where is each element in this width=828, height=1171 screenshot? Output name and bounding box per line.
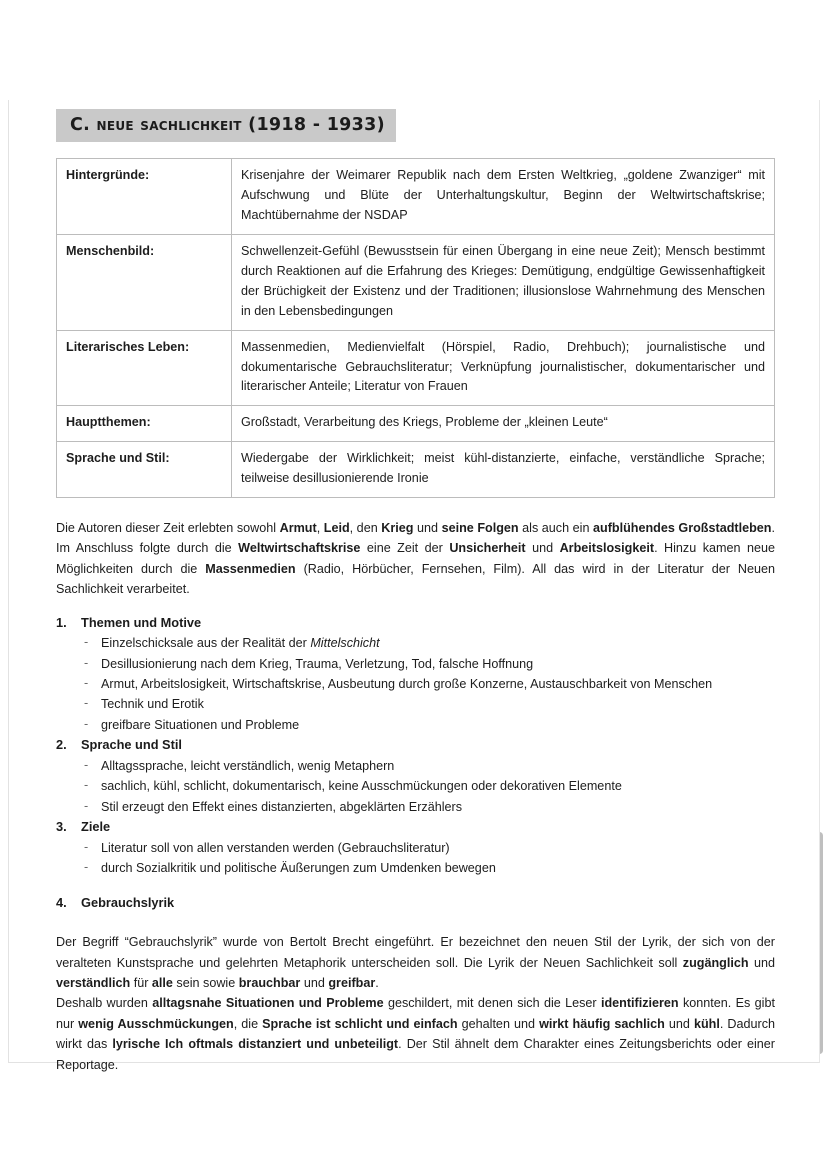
plain-text: geschildert, mit denen sich die Leser [383,996,601,1011]
section-bullet-list [56,633,775,735]
plain-text: Desillusionierung nach dem Krieg, Trauma, Verletzung, Tod, falsche Hoffnung [101,656,534,671]
bold-text: Massenmedien [205,561,296,576]
bold-text: wenig Ausschmückungen [78,1016,234,1031]
bold-text: Weltwirtschaftskrise [238,541,361,556]
plain-text: , den [349,520,382,535]
plain-text: . Der Stil ähnelt dem Charakter eines Zeitungsberichts oder einer Reportage. [56,1037,775,1072]
table-row-label: Sprache und Stil: [57,442,232,498]
dash-bullet-icon: - [84,635,89,650]
overview-table-body [57,159,775,498]
bold-text: aufblühendes Großstadtleben [593,520,772,535]
plain-text: Literatur soll von allen verstanden werden (Gebrauchsliteratur) [101,840,450,855]
plain-text: . Dadurch wirkt das [56,1016,775,1052]
section-title: Ziele [81,819,111,835]
list-item-text [101,636,380,650]
dash-bullet-icon: - [84,696,89,711]
list-item [56,797,775,817]
closing-paragraph [56,932,775,993]
plain-text: (Radio, Hörbücher, Fernsehen, Film). All das wird in der Literatur der Neuen Sachlichkeit verarbeitet. [56,561,775,597]
plain-text: und [664,1016,694,1031]
table-row [57,235,775,331]
section-title: Sprache und Stil [81,737,182,753]
plain-text: gehalten und [457,1016,540,1031]
dash-bullet-icon: - [84,860,89,875]
list-item-text [101,677,712,691]
closing-paragraph [56,993,775,1075]
section-title: Themen und Motive [81,614,202,630]
document-page [8,100,820,1072]
section-heading [56,817,775,838]
bold-text: Sprache ist schlicht und einfach [262,1016,458,1031]
plain-text: Armut, Arbeitslosigkeit, Wirtschaftskrise, Ausbeutung durch große Konzerne, Austauschbarkeit von Menschen [101,677,713,692]
plain-text: Alltagssprache, leicht verständlich, wenig Metaphern [101,758,395,773]
section-bullet-list [56,838,775,879]
table-row-value: Schwellenzeit-Gefühl (Bewusstsein für einen Übergang in eine neue Zeit); Mensch bestimmt durch Reaktionen auf die Erfahrung des Krieges: Demütigung, endgültige Gewissenhaftigkeit der Brüchigkeit der Existenz und der Traditionen; illusionslose Wahrnehmung des Menschen in den Lebensbedingungen [232,235,775,331]
plain-text: . Im Anschluss folgte durch die [56,520,775,556]
bold-text: Leid [323,520,350,535]
plain-text: , [316,520,324,535]
dash-bullet-icon: - [84,676,89,691]
dash-bullet-icon: - [84,798,89,813]
list-item-text [101,779,622,793]
section-number: 4. [56,894,67,910]
plain-text: durch Sozialkritik und politische Äußerungen zum Umdenken bewegen [101,861,496,876]
list-item [56,674,775,694]
numbered-section [56,613,775,736]
bold-text: wirkt häufig [539,1016,611,1031]
italic-text: Mittelschicht [310,636,380,651]
section-heading [56,735,775,756]
plain-text: . Hinzu kamen neue Möglichkeiten durch die [56,541,775,576]
list-item-text [101,861,496,875]
plain-text: Stil erzeugt den Effekt eines distanzierten, abgeklärten Erzählers [101,799,462,814]
plain-text: . [375,976,379,991]
list-item [56,776,775,796]
dash-bullet-icon: - [84,757,89,772]
numbered-section [56,893,775,914]
table-row [57,406,775,442]
plain-text: sein sowie [172,976,239,991]
numbered-section [56,735,775,817]
section-number: 1. [56,614,67,630]
plain-text: Technik und Erotik [101,697,204,712]
plain-text: und [525,541,560,556]
plain-text: Einzelschicksale aus der Realität der [101,636,311,651]
bold-text: kühl [693,1016,720,1031]
bold-text: greifbar [328,976,376,991]
numbered-section [56,817,775,879]
dash-bullet-icon: - [84,778,89,793]
numbered-sections [56,613,775,914]
plain-text: Deshalb wurden [56,996,153,1011]
bold-text: sachlich [614,1016,665,1031]
plain-text: greifbare Situationen und Probleme [101,717,300,732]
bold-text: lyrische Ich oftmals distanziert und unbeteiligt [112,1037,399,1052]
list-item-text [101,697,204,711]
section-title: Gebrauchslyrik [81,894,175,910]
plain-text: , die [233,1016,263,1031]
dash-bullet-icon: - [84,839,89,854]
section-heading [56,613,775,634]
section-heading [56,893,775,914]
plain-text: sachlich, kühl, schlicht, dokumentarisch, keine Ausschmückungen oder dekorativen Elemente [101,779,622,794]
table-row [57,159,775,235]
table-row-label: Menschenbild: [57,235,232,331]
list-item [56,715,775,735]
list-item [56,756,775,776]
table-row-label: Hintergründe: [57,159,232,235]
bold-text: brauchbar [238,976,301,991]
plain-text: Der Begriff “Gebrauchslyrik” wurde von Bertolt Brecht eingeführt. Er bezeichnet den neuen Stil der Lyrik, der sich von der veralteten Kunstsprache und gelehrten Metaphorik unterscheiden soll. Die Lyrik der Neuen Sachlichkeit soll [56,935,775,970]
page-title: C. neue sachlichkeit (1918 - 1933) [56,109,396,142]
plain-text: konnten. Es gibt nur [56,996,775,1031]
section-number: 2. [56,737,67,753]
table-row [57,442,775,498]
overview-table [56,158,775,498]
list-item-text [101,657,533,671]
list-item [56,838,775,858]
list-item [56,694,775,714]
bold-text: identifizieren [600,996,679,1011]
plain-text: als auch ein [518,520,593,535]
plain-text: Die Autoren dieser Zeit erlebten sowohl [56,520,280,535]
dash-bullet-icon: - [84,716,89,731]
section-spacer [56,879,775,893]
bold-text: verständlich [56,976,131,991]
table-row-label: Literarisches Leben: [57,330,232,406]
bold-text: Krieg [381,520,414,535]
list-item-text [101,718,299,732]
bold-text: Armut [279,520,317,535]
list-item-text [101,759,394,773]
plain-text: für [130,976,152,991]
bold-text: Unsicherheit [449,541,526,556]
bold-text: alltagsnahe Situationen und Probleme [152,996,384,1011]
table-row-label: Hauptthemen: [57,406,232,442]
section-number: 3. [56,819,67,835]
table-row [57,330,775,406]
table-row-value: Massenmedien, Medienvielfalt (Hörspiel, Radio, Drehbuch); journalistische und dokumentarische Gebrauchsliteratur; Verknüpfung journalistischer, dokumentarischer und literarischer Anteile; Literatur von Frauen [232,330,775,406]
table-row-value: Großstadt, Verarbeitung des Kriegs, Probleme der „kleinen Leute“ [232,406,775,442]
section-bullet-list [56,756,775,817]
dash-bullet-icon: - [84,655,89,670]
bold-text: zugänglich [682,955,749,970]
plain-text: und [748,955,775,970]
plain-text: und [413,520,442,535]
list-item-text [101,841,450,855]
table-row-value: Krisenjahre der Weimarer Republik nach dem Ersten Weltkrieg, „goldene Zwanziger“ mit Aufschwung und Blüte der Unterhaltungskultur, Beginn der Weltwirtschaftskrise; Machtübernahme der NSDAP [232,159,775,235]
bold-text: seine Folgen [441,520,519,535]
bold-text: Arbeitslosigkeit [559,541,655,556]
list-item [56,654,775,674]
list-item-text [101,800,462,814]
plain-text: und [300,976,329,991]
list-item [56,858,775,878]
plain-text: eine Zeit der [360,541,450,556]
closing-paragraphs [56,932,775,1075]
intro-paragraph [56,518,775,600]
document-content [56,109,775,1075]
bold-text: alle [151,976,173,991]
table-row-value: Wiedergabe der Wirklichkeit; meist kühl-distanzierte, einfache, verständliche Sprache; teilweise desillusionierende Ironie [232,442,775,498]
list-item [56,633,775,653]
